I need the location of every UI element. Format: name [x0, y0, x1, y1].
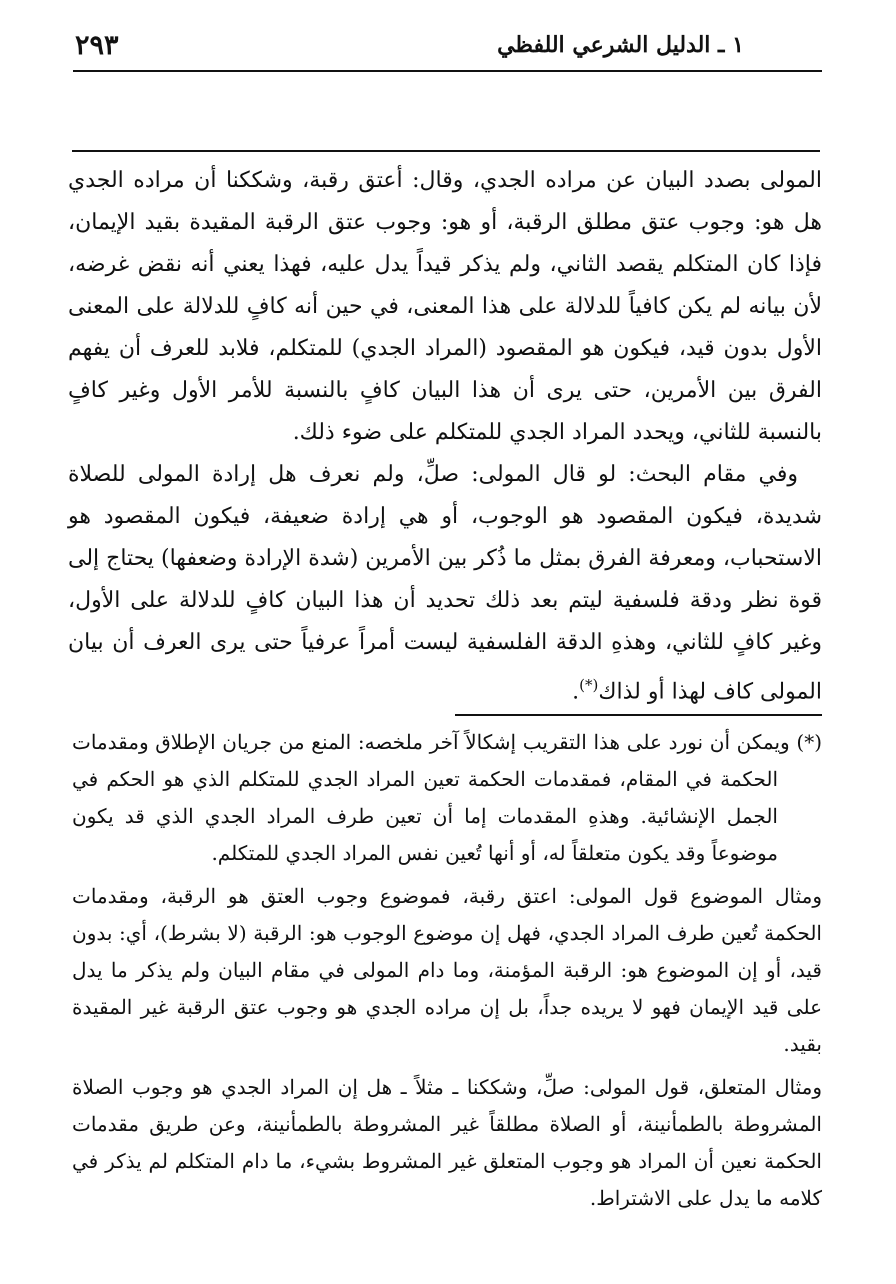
- continuation-rule: [72, 150, 820, 152]
- footnote-text: ويمكن أن نورد على هذا التقريب إشكالاً آخر ملخصه: المنع من جريان الإطلاق ومقدمات الحكمة في المقام، فمقدمات الحكمة تعين المراد الجدي للمتكلم الذي هو الحكم في الجمل الإنشائية. وهذهِ المقدمات إما أن تعين طرف المراد الجدي الذي قد يكون موضوعاً وقد يكون متعلقاً له، أو أنها تُعين نفس المراد الجدي للمتكلم.: [72, 730, 790, 865]
- body-paragraph: المولى بصدد البيان عن مراده الجدي، وقال: أعتق رقبة، وشككنا أن مراده الجدي هل هو: وجوب عتق مطلق الرقبة، أو هو: وجوب عتق الرقبة المقيدة بقيد الإيمان، فإذا كان المتكلم يقصد الثاني، ولم يذكر قيداً يدل عليه، فهذا يعني أنه نقض غرضه، لأن بيانه لم يكن كافياً للدلالة على هذا المعنى، في حين أنه كافٍ للدلالة على المعنى الأول بدون قيد، فيكون هو المقصود (المراد الجدي) للمتكلم، فلابد للعرف أن يفهم الفرق بين الأمرين، حتى يرى أن هذا البيان كافٍ بالنسبة للأمر الأول وغير كافٍ بالنسبة للثاني، ويحدد المراد الجدي للمتكلم على ضوء ذلك.: [68, 168, 823, 445]
- footnote-paragraph: [72, 724, 822, 872]
- footnotes: [72, 724, 822, 1223]
- page-number: ٢٩٣: [75, 30, 119, 61]
- body-paragraph-text: وفي مقام البحث: لو قال المولى: صلِّ، ولم نعرف هل إرادة المولى للصلاة شديدة، فيكون المقصود هو الوجوب، أو هي إرادة ضعيفة، فيكون المقصود هو الاستحباب، ومعرفة الفرق بمثل ما ذُكر بين الأمرين (شدة الإرادة وضعفها) يحتاج إلى قوة نظر ودقة فلسفية ليتم بعد ذلك تحديد أن هذا البيان كافٍ للدلالة على الأول، وغير كافٍ للثاني، وهذهِ الدقة الفلسفية ليست أمراً عرفياً حتى يرى العرف أن بيان المولى كاف لهذا أو لذاك: [68, 462, 822, 705]
- running-title: ١ ـ الدليل الشرعي اللفظي: [497, 32, 744, 58]
- main-text: [68, 160, 822, 713]
- footnote-paragraph: ومثال الموضوع قول المولى: اعتق رقبة، فموضوع وجوب العتق هو الرقبة، ومقدمات الحكمة تُعين طرف المراد الجدي، فهل إن موضوع الوجوب هو: الرقبة (لا بشرط)، أي: بدون قيد، أو إن الموضوع هو: الرقبة المؤمنة، وما دام المولى في مقام البيان ولم يذكر ما يدل على قيد الإيمان فهو لا يريده جداً، بل إن مراده الجدي هو وجوب عتق الرقبة غير المقيدة بقيد.: [72, 884, 822, 1056]
- footnote-number: (*): [796, 730, 823, 754]
- body-paragraph: وفي مقام البحث: لو قال المولى: صلِّ، ولم نعرف هل إرادة المولى للصلاة شديدة، فيكون المقصود هو الوجوب، أو هي إرادة ضعيفة، فيكون المقصود هو الاستحباب، ومعرفة الفرق بمثل ما ذُكر بين الأمرين (شدة الإرادة وضعفها) يحتاج إلى قوة نظر ودقة فلسفية ليتم بعد ذلك تحديد أن هذا البيان كافٍ للدلالة على الأول، وغير كافٍ للثاني، وهذهِ الدقة الفلسفية ليست أمراً عرفياً حتى يرى العرف أن بيان المولى كاف لهذا أو لذاك(*).: [68, 462, 822, 705]
- footnote-paragraph: ومثال المتعلق، قول المولى: صلِّ، وشككنا ـ مثلاً ـ هل إن المراد الجدي هو وجوب الصلاة المشروطة بالطمأنينة، أو الصلاة مطلقاً غير المشروطة بالطمأنينة، وعن طريق مقدمات الحكمة نعين أن المراد هو وجوب المتعلق غير المشروط بشيء، ما دام المتكلم لم يذكر في كلامه ما يدل على الاشتراط.: [72, 1075, 822, 1210]
- header-rule: [73, 70, 822, 72]
- footnote-rule: [455, 714, 822, 716]
- footnote-marker: (*): [579, 676, 599, 694]
- page-header: [75, 30, 822, 70]
